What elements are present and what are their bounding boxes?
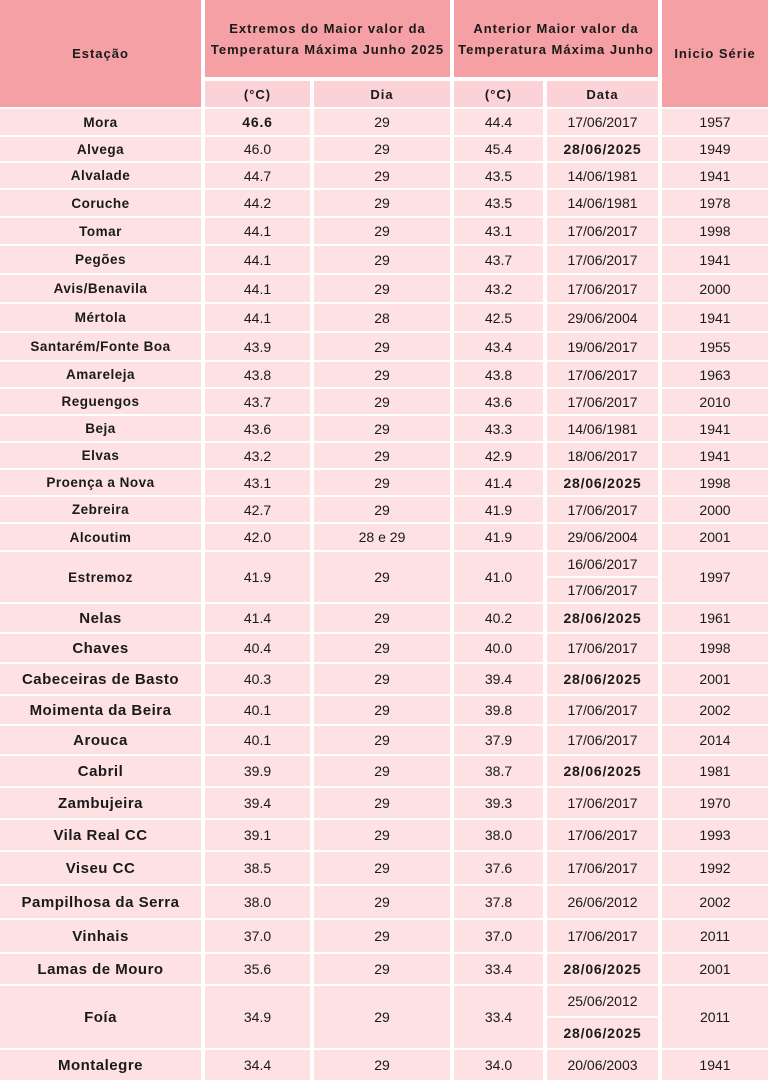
previous-max-value: 43.5: [454, 163, 543, 188]
previous-max-value: 43.8: [454, 362, 543, 387]
previous-max-date: [547, 886, 658, 918]
previous-max-value: 38.7: [454, 756, 543, 786]
previous-max-date-line: 17/06/2017: [547, 109, 658, 135]
previous-max-date: [547, 109, 658, 135]
previous-max-value: 43.5: [454, 190, 543, 216]
max-temperature-value: 44.1: [205, 218, 310, 244]
max-temperature-value: 34.9: [205, 986, 310, 1048]
series-start-year: 1957: [662, 109, 768, 135]
previous-max-date: [547, 275, 658, 302]
previous-max-value: 39.3: [454, 788, 543, 818]
series-start-year: 1993: [662, 820, 768, 850]
station-name: Avis/Benavila: [0, 275, 201, 302]
previous-max-value: 41.4: [454, 470, 543, 495]
series-start-year: 2011: [662, 920, 768, 952]
max-temperature-value: 43.8: [205, 362, 310, 387]
station-name: Proença a Nova: [0, 470, 201, 495]
max-temperature-value: 44.2: [205, 190, 310, 216]
max-temperature-value: 37.0: [205, 920, 310, 952]
station-name: Nelas: [0, 604, 201, 632]
previous-max-date: [547, 852, 658, 884]
series-start-year: 1941: [662, 1050, 768, 1080]
max-temperature-value: 40.1: [205, 696, 310, 724]
station-name: Tomar: [0, 218, 201, 244]
station-name: Alcoutim: [0, 524, 201, 550]
previous-max-date-line: 17/06/2017: [547, 820, 658, 850]
previous-max-date: [547, 726, 658, 754]
previous-max-value: 34.0: [454, 1050, 543, 1080]
max-temperature-day: 29: [314, 1050, 450, 1080]
previous-max-value: 33.4: [454, 954, 543, 984]
max-temperature-day: 29: [314, 726, 450, 754]
previous-max-date-line: 20/06/2003: [547, 1050, 658, 1080]
series-start-year: 1998: [662, 218, 768, 244]
series-start-year: 1998: [662, 470, 768, 495]
previous-max-value: 41.0: [454, 552, 543, 602]
max-temperature-day: 29: [314, 362, 450, 387]
previous-max-date: [547, 497, 658, 522]
previous-max-date-line: 14/06/1981: [547, 416, 658, 441]
station-name: Alvega: [0, 137, 201, 161]
max-temperature-value: 44.1: [205, 304, 310, 331]
previous-max-date: [547, 304, 658, 331]
max-temperature-day: 29: [314, 333, 450, 360]
previous-max-date-line: 28/06/2025: [547, 470, 658, 495]
previous-max-date-line: 14/06/1981: [547, 190, 658, 216]
previous-max-value: 33.4: [454, 986, 543, 1048]
previous-max-value: 40.2: [454, 604, 543, 632]
previous-max-date: [547, 954, 658, 984]
max-temperature-value: 43.2: [205, 443, 310, 468]
previous-max-date-line: 17/06/2017: [547, 634, 658, 662]
max-temperature-day: 29: [314, 275, 450, 302]
previous-max-date-line: 17/06/2017: [547, 275, 658, 302]
series-start-year: 1941: [662, 163, 768, 188]
previous-max-date-line: 28/06/2025: [547, 604, 658, 632]
previous-max-date-line: 29/06/2004: [547, 524, 658, 550]
previous-max-date: [547, 389, 658, 414]
max-temperature-value: 34.4: [205, 1050, 310, 1080]
previous-max-date: [547, 443, 658, 468]
max-temperature-value: 35.6: [205, 954, 310, 984]
max-temperature-value: 42.7: [205, 497, 310, 522]
previous-max-date: [547, 664, 658, 694]
previous-max-date-line: 17/06/2017: [547, 246, 658, 273]
max-temperature-value: 40.3: [205, 664, 310, 694]
max-temperature-value: 39.1: [205, 820, 310, 850]
previous-max-value: 37.8: [454, 886, 543, 918]
previous-max-date-line: 17/06/2017: [547, 389, 658, 414]
previous-max-date: [547, 920, 658, 952]
max-temperature-day: 29: [314, 163, 450, 188]
station-name: Estremoz: [0, 552, 201, 602]
series-start-year: 1961: [662, 604, 768, 632]
header-previous-title: Anterior Maior valor da Temperatura Máxima Junho: [454, 0, 658, 77]
series-start-year: 2002: [662, 696, 768, 724]
previous-max-date: [547, 470, 658, 495]
previous-max-date: [547, 756, 658, 786]
station-name: Coruche: [0, 190, 201, 216]
previous-max-date-line: 17/06/2017: [547, 852, 658, 884]
previous-max-date-line: 25/06/2012: [547, 986, 658, 1016]
station-name: Zebreira: [0, 497, 201, 522]
header-day: Dia: [314, 81, 450, 107]
header-date: Data: [547, 81, 658, 107]
max-temperature-value: 46.0: [205, 137, 310, 161]
station-name: Reguengos: [0, 389, 201, 414]
series-start-year: 1992: [662, 852, 768, 884]
max-temperature-day: 29: [314, 820, 450, 850]
station-name: Viseu CC: [0, 852, 201, 884]
station-name: Beja: [0, 416, 201, 441]
previous-max-value: 39.8: [454, 696, 543, 724]
previous-max-date: [547, 163, 658, 188]
max-temperature-value: 38.5: [205, 852, 310, 884]
previous-max-date-line: 17/06/2017: [547, 578, 658, 602]
max-temperature-day: 29: [314, 756, 450, 786]
header-series-start: Inicio Série: [662, 0, 768, 107]
max-temperature-day: 29: [314, 109, 450, 135]
max-temperature-value: 40.4: [205, 634, 310, 662]
previous-max-value: 37.6: [454, 852, 543, 884]
previous-max-value: 42.5: [454, 304, 543, 331]
previous-max-value: 43.6: [454, 389, 543, 414]
max-temperature-value: 40.1: [205, 726, 310, 754]
previous-max-value: 43.3: [454, 416, 543, 441]
previous-max-date: [547, 696, 658, 724]
previous-max-date-line: 18/06/2017: [547, 443, 658, 468]
station-name: Mora: [0, 109, 201, 135]
previous-max-date: [547, 416, 658, 441]
series-start-year: 2011: [662, 986, 768, 1048]
max-temperature-day: 29: [314, 954, 450, 984]
station-name: Vila Real CC: [0, 820, 201, 850]
previous-max-date-line: 26/06/2012: [547, 886, 658, 918]
series-start-year: 2002: [662, 886, 768, 918]
max-temperature-day: 29: [314, 886, 450, 918]
max-temperature-day: 29: [314, 664, 450, 694]
series-start-year: 1981: [662, 756, 768, 786]
max-temperature-day: 29: [314, 137, 450, 161]
previous-max-date: [547, 137, 658, 161]
max-temperature-day: 29: [314, 852, 450, 884]
station-name: Vinhais: [0, 920, 201, 952]
previous-max-date-line: 17/06/2017: [547, 218, 658, 244]
max-temperature-value: 43.6: [205, 416, 310, 441]
series-start-year: 2000: [662, 275, 768, 302]
max-temperature-day: 29: [314, 443, 450, 468]
station-name: Moimenta da Beira: [0, 696, 201, 724]
series-start-year: 2001: [662, 524, 768, 550]
previous-max-date-line: 17/06/2017: [547, 788, 658, 818]
previous-max-value: 43.4: [454, 333, 543, 360]
previous-max-date: [547, 820, 658, 850]
previous-max-value: 38.0: [454, 820, 543, 850]
series-start-year: 2014: [662, 726, 768, 754]
station-name: Mértola: [0, 304, 201, 331]
previous-max-date-line: 17/06/2017: [547, 726, 658, 754]
previous-max-value: 45.4: [454, 137, 543, 161]
max-temperature-value: 42.0: [205, 524, 310, 550]
previous-max-value: 41.9: [454, 497, 543, 522]
station-name: Amareleja: [0, 362, 201, 387]
series-start-year: 1997: [662, 552, 768, 602]
header-unit-previous: (°C): [454, 81, 543, 107]
previous-max-value: 41.9: [454, 524, 543, 550]
max-temperature-day: 29: [314, 788, 450, 818]
station-name: Zambujeira: [0, 788, 201, 818]
max-temperature-value: 46.6: [205, 109, 310, 135]
series-start-year: 2000: [662, 497, 768, 522]
max-temperature-value: 38.0: [205, 886, 310, 918]
max-temperature-value: 43.1: [205, 470, 310, 495]
station-name: Lamas de Mouro: [0, 954, 201, 984]
previous-max-date-line: 28/06/2025: [547, 1018, 658, 1048]
station-name: Santarém/Fonte Boa: [0, 333, 201, 360]
max-temperature-day: 29: [314, 246, 450, 273]
header-extremes-title: Extremos do Maior valor da Temperatura Máxima Junho 2025: [205, 0, 450, 77]
previous-max-date: [547, 246, 658, 273]
station-name: Cabeceiras de Basto: [0, 664, 201, 694]
series-start-year: 1949: [662, 137, 768, 161]
header-unit-extremes: (°C): [205, 81, 310, 107]
previous-max-date: [547, 190, 658, 216]
max-temperature-value: 43.7: [205, 389, 310, 414]
max-temperature-value: 44.1: [205, 246, 310, 273]
previous-max-value: 40.0: [454, 634, 543, 662]
max-temperature-value: 39.9: [205, 756, 310, 786]
max-temperature-day: 29: [314, 604, 450, 632]
max-temperature-day: 29: [314, 470, 450, 495]
previous-max-value: 39.4: [454, 664, 543, 694]
max-temperature-day: 29: [314, 218, 450, 244]
station-name: Elvas: [0, 443, 201, 468]
max-temperature-value: 44.1: [205, 275, 310, 302]
series-start-year: 1955: [662, 333, 768, 360]
max-temperature-value: 44.7: [205, 163, 310, 188]
previous-max-date-line: 14/06/1981: [547, 163, 658, 188]
series-start-year: 1941: [662, 304, 768, 331]
previous-max-date-line: 17/06/2017: [547, 920, 658, 952]
station-name: Chaves: [0, 634, 201, 662]
max-temperature-value: 43.9: [205, 333, 310, 360]
max-temperature-day: 29: [314, 696, 450, 724]
previous-max-date: [547, 634, 658, 662]
max-temperature-value: 41.4: [205, 604, 310, 632]
previous-max-date-line: 19/06/2017: [547, 333, 658, 360]
max-temperature-day: 28 e 29: [314, 524, 450, 550]
station-name: Pegões: [0, 246, 201, 273]
previous-max-date: [547, 524, 658, 550]
max-temperature-day: 29: [314, 920, 450, 952]
previous-max-date: [547, 788, 658, 818]
series-start-year: 2001: [662, 664, 768, 694]
max-temperature-value: 39.4: [205, 788, 310, 818]
max-temperature-day: 29: [314, 552, 450, 602]
previous-max-date: [547, 362, 658, 387]
station-name: Montalegre: [0, 1050, 201, 1080]
previous-max-date: [547, 604, 658, 632]
max-temperature-day: 29: [314, 416, 450, 441]
max-temperature-day: 29: [314, 986, 450, 1048]
previous-max-value: 43.1: [454, 218, 543, 244]
previous-max-date: [547, 1050, 658, 1080]
series-start-year: 1998: [662, 634, 768, 662]
station-name: Cabril: [0, 756, 201, 786]
series-start-year: 1941: [662, 246, 768, 273]
max-temperature-day: 29: [314, 190, 450, 216]
previous-max-date: [547, 552, 658, 602]
max-temperature-day: 29: [314, 389, 450, 414]
previous-max-date-line: 16/06/2017: [547, 552, 658, 576]
previous-max-date-line: 28/06/2025: [547, 137, 658, 161]
previous-max-date: [547, 986, 658, 1048]
max-temperature-day: 29: [314, 497, 450, 522]
series-start-year: 1978: [662, 190, 768, 216]
previous-max-date-line: 29/06/2004: [547, 304, 658, 331]
previous-max-value: 37.9: [454, 726, 543, 754]
series-start-year: 1970: [662, 788, 768, 818]
previous-max-value: 44.4: [454, 109, 543, 135]
series-start-year: 2001: [662, 954, 768, 984]
series-start-year: 1941: [662, 443, 768, 468]
station-name: Alvalade: [0, 163, 201, 188]
header-station: Estação: [0, 0, 201, 107]
max-temperature-day: 29: [314, 634, 450, 662]
previous-max-date: [547, 218, 658, 244]
previous-max-date: [547, 333, 658, 360]
previous-max-date-line: 17/06/2017: [547, 497, 658, 522]
previous-max-value: 42.9: [454, 443, 543, 468]
series-start-year: 1941: [662, 416, 768, 441]
previous-max-value: 43.7: [454, 246, 543, 273]
station-name: Arouca: [0, 726, 201, 754]
previous-max-value: 43.2: [454, 275, 543, 302]
previous-max-date-line: 28/06/2025: [547, 756, 658, 786]
series-start-year: 1963: [662, 362, 768, 387]
previous-max-date-line: 17/06/2017: [547, 696, 658, 724]
max-temperature-day: 28: [314, 304, 450, 331]
previous-max-date-line: 17/06/2017: [547, 362, 658, 387]
previous-max-value: 37.0: [454, 920, 543, 952]
max-temperature-value: 41.9: [205, 552, 310, 602]
station-name: Pampilhosa da Serra: [0, 886, 201, 918]
station-name: Foía: [0, 986, 201, 1048]
previous-max-date-line: 28/06/2025: [547, 664, 658, 694]
series-start-year: 2010: [662, 389, 768, 414]
previous-max-date-line: 28/06/2025: [547, 954, 658, 984]
